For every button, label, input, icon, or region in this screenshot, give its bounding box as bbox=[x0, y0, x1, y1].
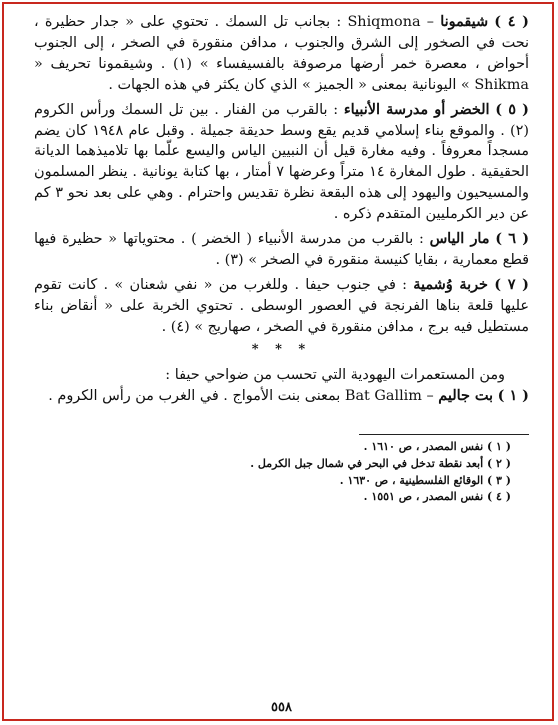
footnote: ( ٢ ) أبعد نقطة تدخل في البحر في شمال جبل الكرمل . bbox=[250, 457, 511, 470]
section-number: ( ٦ ) bbox=[495, 230, 530, 248]
footnote-divider bbox=[359, 434, 529, 435]
page-number: ٥٥٨ bbox=[271, 700, 292, 715]
section-number: ( ٤ ) bbox=[494, 13, 529, 30]
document-page bbox=[34, 12, 529, 717]
section-text: – Shiqmona : بجانب تل السمك . تحتوي على « جدار حظيرة ، نحت في الصخور إلى الشرق والجنوب ، مدافن منقورة في الصخر ، إلى الجنوب أحواض ، معصرة خمر أرضها مرصوفة بالفسيفساء » (١) . وشيقمونا تحريف « Shikma » اليونانية بمعنى « الجميز » الذي كان يكثر في هذه الجهات . bbox=[34, 14, 530, 93]
section-6 bbox=[34, 229, 529, 271]
footnote: ( ٣ ) الوقائع الفلسطينية ، ص ١٦٣٠ . bbox=[339, 473, 511, 487]
footnotes bbox=[34, 439, 511, 505]
section-heading: مار الياس bbox=[429, 230, 490, 248]
section-text: : بالقرب من مدرسة الأنبياء ( الخضر ) . محتوياتها « حظيرة فيها قطع معمارية ، بقايا كنيسة منقورة في الصخر » (٣) . bbox=[34, 231, 529, 268]
item-number: ( ١ ) bbox=[497, 386, 529, 404]
section-separator: * * * bbox=[251, 341, 312, 357]
item-text: – Bat Gallim بمعنى بنت الأمواج . في الغرب من رأس الكروم . bbox=[48, 387, 439, 404]
section-4 bbox=[34, 12, 529, 96]
section-heading: الخضر أو مدرسة الأنبياء bbox=[343, 100, 490, 118]
footnote: ( ١ ) نفس المصدر ، ص ١٦١٠ . bbox=[363, 440, 511, 454]
page-frame bbox=[2, 2, 554, 721]
section-heading: خربة وُشمية bbox=[413, 275, 488, 293]
section-text: : في جنوب حيفا . وللغرب من « نفي شعنان » . كانت تقوم عليها قلعة بناها الفرنجة في العصور الوسطى . تحتوي الخربة على « أنقاض بناء مستطيل فيه برج ، مدافن منقورة في الصخر ، صهاريج » (٤) . bbox=[34, 276, 529, 335]
item-heading: بت جاليم bbox=[438, 386, 494, 404]
section-number: ( ٥ ) bbox=[495, 100, 529, 118]
section-7 bbox=[34, 275, 529, 338]
settlement-item-1 bbox=[34, 386, 529, 407]
section-5 bbox=[34, 100, 529, 225]
section-number: ( ٧ ) bbox=[494, 275, 529, 293]
footnote: ( ٤ ) نفس المصدر ، ص ١٥٥١ . bbox=[363, 490, 511, 504]
settlements-intro: ومن المستعمرات اليهودية التي تحسب من ضواحي حيفا : bbox=[165, 366, 505, 383]
section-heading: شيقمونا bbox=[440, 13, 489, 30]
section-text: : بالقرب من الفنار . بين تل السمك ورأس الكروم (٢) . والموقع بناء إسلامي قديم يقع وسط حديقة جميلة . وقبل عام ١٩٤٨ كان يضم مسجداً معروفاً . وفيه مغارة قيل أن النبيين الياس واليسع علّما بها تلاميذهما الديانة الحقيقية . طول المغارة ١٤ متراً وعرضها ٧ أمتار ، بها كتابة يونانية . ينظر المسلمون والمسيحيون واليهود إلى هذه البقعة نظرة تقديس واحترام . وهي على بعد نحو ٣ كم عن دير الكرمليين المتقدم ذكره . bbox=[34, 101, 529, 223]
